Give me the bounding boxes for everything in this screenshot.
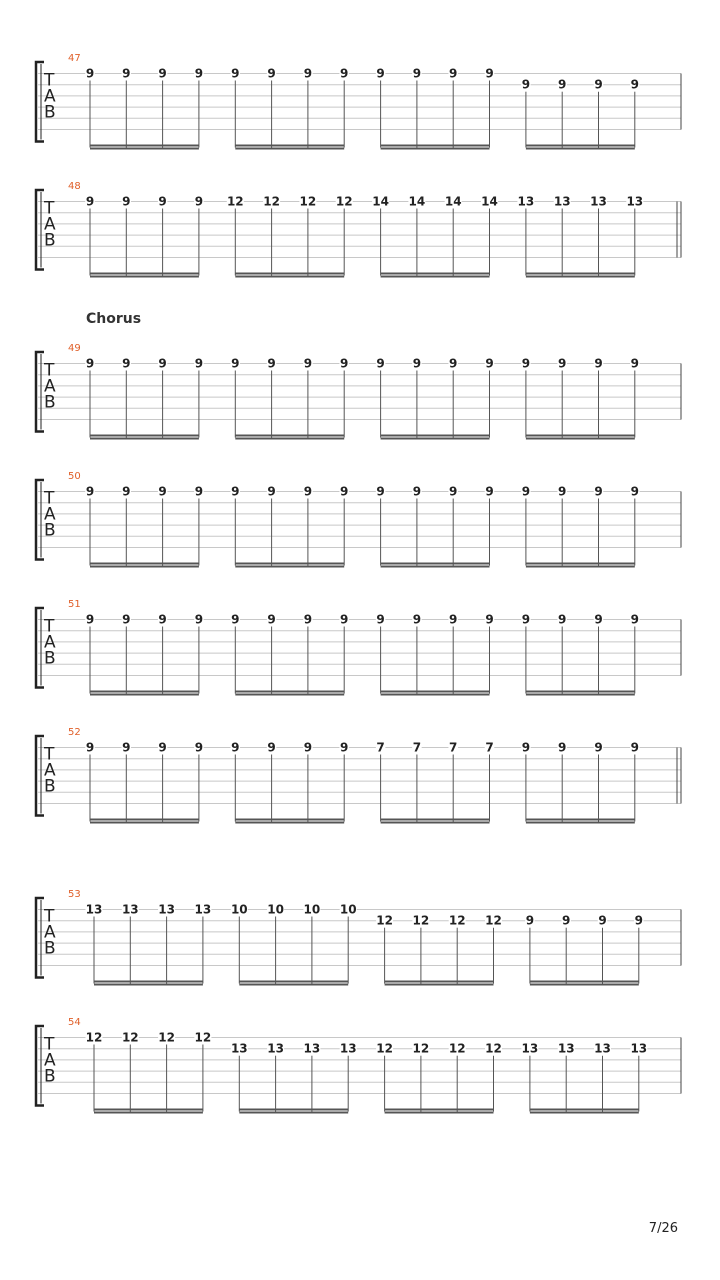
fret-number: 9 <box>630 77 639 92</box>
fret-number: 9 <box>558 356 567 371</box>
beam <box>530 984 639 986</box>
fret-number: 9 <box>267 612 276 627</box>
fret-number: 9 <box>340 66 349 81</box>
fret-number: 9 <box>412 66 422 81</box>
fret-number: 9 <box>521 356 531 371</box>
fret-number: 10 <box>339 902 357 917</box>
fret-number: 9 <box>630 356 639 371</box>
fret-number: 7 <box>376 740 385 755</box>
fret-number: 12 <box>412 913 430 928</box>
fret-number: 9 <box>558 612 567 627</box>
fret-number: 13 <box>85 902 103 917</box>
fret-number: 9 <box>449 356 458 371</box>
fret-number: 13 <box>630 1041 648 1056</box>
beam <box>381 438 490 440</box>
beam <box>90 694 199 696</box>
fret-number: 13 <box>267 1041 284 1056</box>
fret-number: 9 <box>158 66 167 81</box>
measure-number: 53 <box>68 889 81 900</box>
fret-number: 9 <box>303 356 313 371</box>
fret-number: 9 <box>562 913 571 928</box>
fret-number: 13 <box>194 902 212 917</box>
beam <box>381 276 490 278</box>
fret-number: 13 <box>521 1041 539 1056</box>
fret-number: 10 <box>303 902 321 917</box>
beam <box>235 145 344 147</box>
fret-number: 13 <box>553 194 571 209</box>
measure-number: 49 <box>68 343 81 354</box>
tab-clef-letter: A <box>44 214 56 235</box>
beam <box>526 148 635 150</box>
fret-number: 9 <box>231 66 240 81</box>
fret-number: 9 <box>449 484 458 499</box>
beam <box>385 1112 494 1114</box>
fret-number: 9 <box>340 484 349 499</box>
fret-number: 9 <box>376 356 385 371</box>
fret-number: 9 <box>85 356 95 371</box>
fret-number: 9 <box>412 356 422 371</box>
fret-number: 9 <box>558 484 567 499</box>
fret-number: 13 <box>557 1041 575 1056</box>
fret-number: 9 <box>594 484 603 499</box>
fret-number: 9 <box>412 612 422 627</box>
tab-clef-letter: B <box>44 1066 56 1087</box>
beam <box>235 691 344 693</box>
page-number: 7/26 <box>648 1221 678 1236</box>
beam <box>381 273 490 275</box>
fret-number: 13 <box>230 1041 248 1056</box>
fret-number: 9 <box>85 194 95 209</box>
beam <box>385 1109 494 1111</box>
fret-number: 13 <box>303 1041 321 1056</box>
fret-number: 12 <box>376 1041 393 1056</box>
beam <box>94 1112 203 1114</box>
fret-number: 9 <box>630 484 639 499</box>
fret-number: 12 <box>376 913 393 928</box>
tab-clef-letter: A <box>44 922 56 943</box>
beam <box>239 1112 348 1114</box>
tab-clef-letter: B <box>44 776 56 797</box>
fret-number: 9 <box>231 356 240 371</box>
beam <box>94 981 203 983</box>
beam <box>239 984 348 986</box>
fret-number: 9 <box>449 66 458 81</box>
beam <box>526 563 635 565</box>
fret-number: 9 <box>630 740 639 755</box>
beam <box>526 819 635 821</box>
beam <box>235 694 344 696</box>
beam <box>235 822 344 824</box>
tab-clef-letter: T <box>44 360 55 381</box>
tab-clef-letter: B <box>44 520 56 541</box>
tab-clef-letter: T <box>44 616 55 637</box>
fret-number: 12 <box>226 194 244 209</box>
fret-number: 12 <box>121 1030 139 1045</box>
tab-clef-letter: T <box>44 70 55 91</box>
fret-number: 9 <box>231 612 240 627</box>
beam <box>381 822 490 824</box>
beam <box>239 981 348 983</box>
tab-clef-letter: A <box>44 760 56 781</box>
fret-number: 9 <box>85 484 95 499</box>
fret-number: 10 <box>267 902 284 917</box>
measure-number: 54 <box>68 1017 81 1028</box>
fret-number: 12 <box>448 1041 466 1056</box>
fret-number: 14 <box>444 194 462 209</box>
tab-clef-letter: T <box>44 744 55 765</box>
fret-number: 9 <box>558 77 567 92</box>
beam <box>526 566 635 568</box>
fret-number: 9 <box>122 612 131 627</box>
fret-number: 12 <box>412 1041 430 1056</box>
fret-number: 12 <box>485 913 502 928</box>
fret-number: 14 <box>372 194 389 209</box>
fret-number: 9 <box>85 740 95 755</box>
tab-clef-letter: B <box>44 102 56 123</box>
beam <box>94 1109 203 1111</box>
beam <box>526 435 635 437</box>
fret-number: 9 <box>521 740 531 755</box>
fret-number: 9 <box>594 740 603 755</box>
beam <box>381 435 490 437</box>
fret-number: 9 <box>122 66 131 81</box>
fret-number: 9 <box>521 77 531 92</box>
fret-number: 12 <box>263 194 280 209</box>
fret-number: 10 <box>230 902 248 917</box>
fret-number: 9 <box>267 66 276 81</box>
fret-number: 9 <box>485 484 494 499</box>
fret-number: 13 <box>590 194 607 209</box>
beam <box>90 148 199 150</box>
fret-number: 9 <box>267 740 276 755</box>
fret-number: 9 <box>376 612 385 627</box>
beam <box>90 438 199 440</box>
tab-clef-letter: T <box>44 198 55 219</box>
fret-number: 9 <box>303 740 313 755</box>
beam <box>381 694 490 696</box>
beam <box>90 819 199 821</box>
beam <box>235 819 344 821</box>
fret-number: 7 <box>449 740 458 755</box>
fret-number: 7 <box>412 740 422 755</box>
beam <box>526 694 635 696</box>
beam <box>239 1109 348 1111</box>
beam <box>526 273 635 275</box>
fret-number: 9 <box>449 612 458 627</box>
fret-number: 9 <box>194 356 204 371</box>
fret-number: 12 <box>194 1030 212 1045</box>
tab-clef-letter: A <box>44 504 56 525</box>
beam <box>90 822 199 824</box>
fret-number: 12 <box>448 913 466 928</box>
fret-number: 9 <box>194 66 204 81</box>
fret-number: 9 <box>303 612 313 627</box>
beam <box>90 273 199 275</box>
fret-number: 9 <box>521 612 531 627</box>
beam <box>385 984 494 986</box>
beam <box>90 691 199 693</box>
fret-number: 9 <box>412 484 422 499</box>
beam <box>526 691 635 693</box>
fret-number: 9 <box>594 612 603 627</box>
fret-number: 9 <box>231 484 240 499</box>
beam <box>381 145 490 147</box>
fret-number: 9 <box>594 77 603 92</box>
beam <box>90 563 199 565</box>
fret-number: 14 <box>481 194 498 209</box>
beam <box>526 145 635 147</box>
fret-number: 9 <box>525 913 535 928</box>
beam <box>235 566 344 568</box>
fret-number: 9 <box>122 194 131 209</box>
fret-number: 9 <box>485 66 494 81</box>
fret-number: 9 <box>558 740 567 755</box>
fret-number: 7 <box>485 740 494 755</box>
beam <box>381 691 490 693</box>
fret-number: 9 <box>634 913 643 928</box>
tab-clef-letter: A <box>44 376 56 397</box>
tab-clef-letter: B <box>44 392 56 413</box>
fret-number: 9 <box>267 484 276 499</box>
tab-clef-letter: T <box>44 488 55 509</box>
fret-number: 9 <box>340 356 349 371</box>
fret-number: 12 <box>158 1030 175 1045</box>
beam <box>90 276 199 278</box>
fret-number: 13 <box>121 902 139 917</box>
fret-number: 9 <box>303 484 313 499</box>
beam <box>526 822 635 824</box>
fret-number: 12 <box>485 1041 502 1056</box>
beam <box>526 276 635 278</box>
beam <box>235 273 344 275</box>
measure-number: 52 <box>68 727 81 738</box>
beam <box>530 1112 639 1114</box>
fret-number: 9 <box>194 484 204 499</box>
measure-number: 48 <box>68 181 81 192</box>
beam <box>235 563 344 565</box>
fret-number: 9 <box>158 194 167 209</box>
beam <box>90 435 199 437</box>
beam <box>90 566 199 568</box>
beam <box>530 981 639 983</box>
tab-clef-letter: B <box>44 938 56 959</box>
fret-number: 9 <box>267 356 276 371</box>
fret-number: 9 <box>194 194 204 209</box>
section-label-chorus: Chorus <box>86 311 142 327</box>
fret-number: 9 <box>231 740 240 755</box>
beam <box>381 148 490 150</box>
tab-clef-letter: T <box>44 1034 55 1055</box>
fret-number: 9 <box>158 484 167 499</box>
fret-number: 9 <box>158 356 167 371</box>
fret-number: 9 <box>598 913 607 928</box>
fret-number: 9 <box>194 740 204 755</box>
fret-number: 9 <box>158 740 167 755</box>
fret-number: 9 <box>594 356 603 371</box>
beam <box>235 148 344 150</box>
fret-number: 9 <box>158 612 167 627</box>
fret-number: 9 <box>303 66 313 81</box>
beam <box>530 1109 639 1111</box>
fret-number: 9 <box>85 612 95 627</box>
fret-number: 9 <box>376 484 385 499</box>
beam <box>235 276 344 278</box>
beam <box>94 984 203 986</box>
beam <box>381 819 490 821</box>
tab-clef-letter: A <box>44 1050 56 1071</box>
fret-number: 9 <box>376 66 385 81</box>
fret-number: 13 <box>594 1041 611 1056</box>
fret-number: 9 <box>485 612 494 627</box>
measure-number: 50 <box>68 471 81 482</box>
fret-number: 9 <box>122 356 131 371</box>
fret-number: 9 <box>122 484 131 499</box>
fret-number: 12 <box>85 1030 103 1045</box>
fret-number: 13 <box>517 194 535 209</box>
tab-clef-letter: T <box>44 906 55 927</box>
tab-clef-letter: B <box>44 648 56 669</box>
fret-number: 9 <box>85 66 95 81</box>
fret-number: 9 <box>340 740 349 755</box>
fret-number: 12 <box>299 194 317 209</box>
fret-number: 9 <box>340 612 349 627</box>
tab-clef-letter: A <box>44 86 56 107</box>
beam <box>385 981 494 983</box>
measure-number: 51 <box>68 599 81 610</box>
fret-number: 12 <box>335 194 353 209</box>
tab-clef-letter: A <box>44 632 56 653</box>
fret-number: 9 <box>521 484 531 499</box>
fret-number: 14 <box>408 194 426 209</box>
beam <box>381 563 490 565</box>
fret-number: 13 <box>158 902 175 917</box>
fret-number: 9 <box>122 740 131 755</box>
tab-clef-letter: B <box>44 230 56 251</box>
fret-number: 13 <box>339 1041 357 1056</box>
fret-number: 13 <box>626 194 644 209</box>
fret-number: 9 <box>194 612 204 627</box>
fret-number: 9 <box>485 356 494 371</box>
beam <box>235 435 344 437</box>
beam <box>526 438 635 440</box>
beam <box>235 438 344 440</box>
beam <box>90 145 199 147</box>
measure-number: 47 <box>68 53 81 64</box>
beam <box>381 566 490 568</box>
fret-number: 9 <box>630 612 639 627</box>
